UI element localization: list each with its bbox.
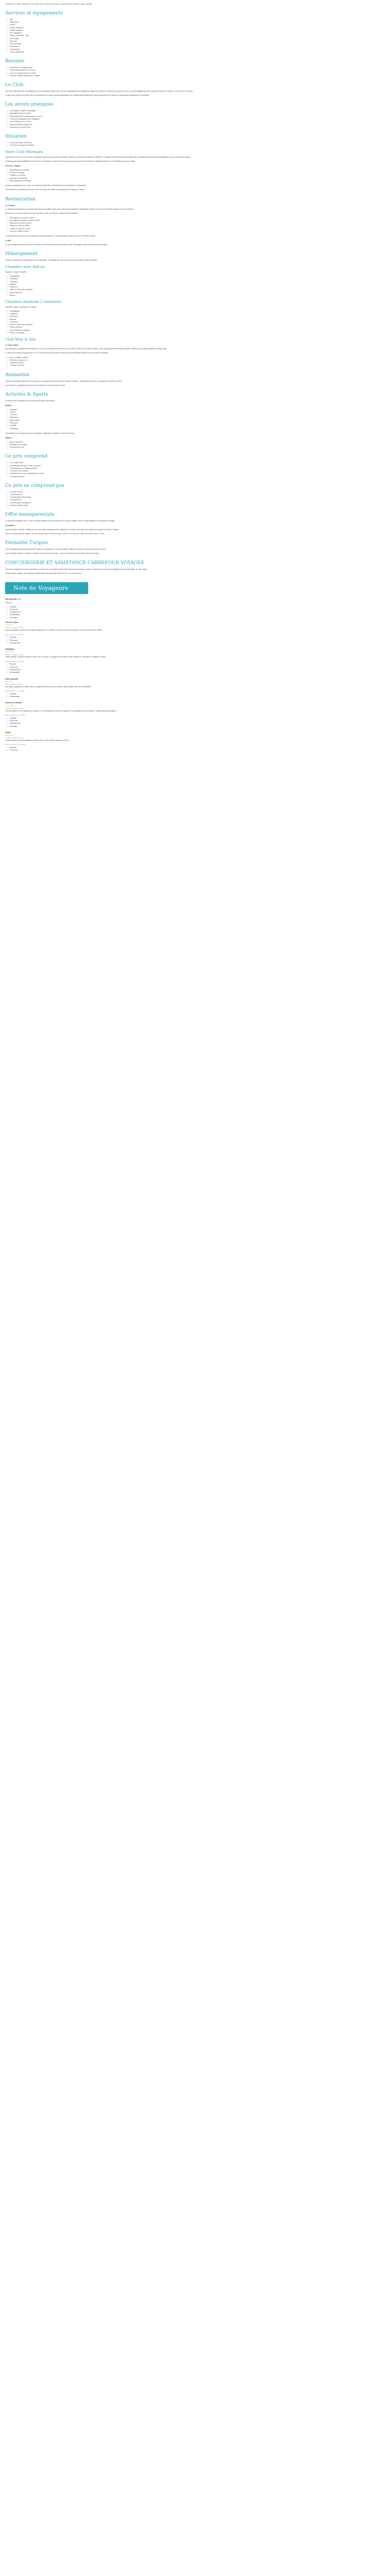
list-item: ✓ Restaurant [6, 21, 386, 24]
list-item: ✓ Climatisation [6, 310, 386, 313]
review-item [5, 732, 386, 752]
list-item: ✓ Navette vers le centre-ville [6, 126, 386, 129]
review-title: Magnifique [5, 648, 14, 651]
list-item: ✓ Vue sur le lagon depuis les suites [6, 72, 386, 75]
kids-para-1: Nos animateurs accueillent les enfants de 4 à 12 ans, du dimanche au vendredi, de 10h00 à 12h00 et de 15h00 à 18h00, avec un programme d'activités ludiques, créatives et sportives adaptées à chaque âge. [5, 348, 167, 350]
list-item: ✓ Restauration [6, 696, 386, 698]
room-features-1 [5, 275, 386, 297]
list-item: ✓ Club ado [6, 40, 386, 43]
list-item: ✓ Télévision [6, 315, 386, 318]
review-meta: Famille · Voyageur vérifié [5, 626, 23, 629]
list-item: ✓ Wifi [6, 19, 386, 21]
club-para-1: Votre Club Marmara Vam vit idéalement en environnement calme avec une vue imprenable sur la magnifique plage et la commune tunisienne de Sousse, dans un cadre privilégié pour des vacances réussies en famille, entre amis ou en couple. [5, 90, 193, 92]
review-text: Excellent séjour, tout était parfait du début à la fin. Merci à toute l'équipe de l'hôtel. [5, 739, 69, 742]
list-item: ✓ Piscine chauffée [6, 29, 386, 32]
notes-banner: Note de Voyageurs [5, 582, 88, 594]
list-item: ✓ Les pourboires [6, 499, 386, 501]
noncompris-list [5, 491, 386, 507]
list-item: ✓ Piscine extérieure [6, 27, 386, 29]
conciergerie-para-2: Pendant votre voyage, une assistance téléphonique est disponible 24h/24 et 7j/7 en cas de besoin. [5, 572, 82, 574]
marmara-para-4: Les chambres sont nettoyées tous les jours et le linge de toilette est changé selon les règles de l'hôtel. [5, 189, 85, 191]
review-criteria-list [5, 663, 386, 674]
list-item: ✓ Football [6, 425, 386, 427]
list-item: ✓ Blanchisserie et pressing [6, 169, 386, 172]
list-item: ✓ Une plage de sable fin aménagée [6, 110, 386, 112]
review-title: Vacances en famille [5, 702, 22, 704]
review-item [5, 648, 386, 674]
list-item: ✓ Service de spa [6, 43, 386, 45]
restauration-para-3: La formule tout compris inclut les boissons locales alcoolisées et non alcoolisées servies au verre de 10h00 à 23h00. [5, 235, 96, 238]
list-item: ✓ Propreté [6, 606, 386, 608]
list-item: ✓ Emplacement [6, 669, 386, 671]
list-item: ✓ L'assistance de notre représentant sur place [6, 472, 386, 475]
list-item: ✓ Stretching [6, 428, 386, 430]
section-title-services: Services et équipements [5, 10, 63, 16]
review-meta: Amis · Voyageur vérifié [5, 683, 22, 686]
restauration-para-4: Le bar principal est ouvert de 10h00 à 00h00, avec terrasse donnant sur la piscine. Bar de la plage ouvert en journée selon la saison. [5, 244, 108, 246]
list-item: ✓ Téléphone [6, 278, 386, 280]
notes-score-row [5, 598, 386, 601]
annulation-para-2: Plus de 30 jours avant le départ : 10% du montant total. De 30 à 21 jours : 25%. De 20 à 8 jours : 50%. Moins de 8 jours : 100%. [5, 533, 105, 535]
review-rating: ★★★★★ [5, 651, 14, 653]
list-item: ✓ Propreté [6, 663, 386, 666]
list-item: ✓ Excursions en mer [6, 446, 386, 449]
section-title-situation: Situation [5, 134, 27, 140]
review-date: Date du séjour : mars 2024 [5, 690, 25, 692]
list-item: ✓ La formule tout compris [6, 470, 386, 472]
list-item: ✓ Pension complète disponible en option [6, 75, 386, 77]
list-item: ✓ Conciergerie [6, 48, 386, 51]
review-date: Date du séjour : janvier 2024 [5, 743, 26, 746]
list-item: ✓ Baby-sitting (sur demande) [6, 180, 386, 182]
list-item: ✓ Salle de bains avec baignoire [6, 324, 386, 326]
list-item: ✓ Équitation sur la plage [6, 444, 386, 446]
review-text: Bon rapport qualité-prix. Repas variés, quelques attentes au bar en soirée, mais l'équipe reste très accueillante. [5, 685, 92, 688]
list-item: ✓ Personnel [6, 639, 386, 642]
list-item: ✓ Propreté [6, 717, 386, 720]
notes-score-value: 4,6/5 [17, 598, 21, 601]
page [0, 0, 391, 766]
section-title-pluses: Les atouts pratiques [5, 102, 54, 108]
activites-paid-list [5, 441, 386, 449]
list-item: ✓ Les excursions facultatives [6, 502, 386, 504]
list-item: ✓ Propreté [6, 747, 386, 749]
list-item: ✓ Télévision [6, 281, 386, 283]
list-item: ✓ Club enfants de 4 à 12 ans [6, 121, 386, 123]
situation-list [5, 142, 386, 147]
reviews-list [5, 621, 386, 752]
list-item: ✓ Wifi gratuit dans tout l'hôtel [6, 112, 386, 115]
review-title: Très bon séjour [5, 621, 19, 623]
review-item [5, 621, 386, 645]
review-criteria-list [5, 693, 386, 699]
list-item: ✓ Beach-volley [6, 419, 386, 422]
list-item: ✓ Goûter de 16h00 à 17h00 [6, 228, 386, 230]
list-item: ✓ Deux chambres séparées [6, 329, 386, 332]
list-item: ✓ Mini-disco chaque soir [6, 359, 386, 362]
list-item: ✓ Piscine [6, 24, 386, 26]
activites-free-list [5, 409, 386, 430]
list-item: ✓ Les transferts aéroport / hôtel / aéroport [6, 465, 386, 467]
list-item: ✓ Personnel [6, 666, 386, 669]
list-item: ✓ Fitness [6, 411, 386, 414]
list-item: ✓ Sèche-cheveux [6, 292, 386, 294]
marmara-para-2: L'hôtel propose des installations modernes et une ambiance animée tout au long de la journée, avec de nombreuses activités sportives et de détente pour tous les âges. [5, 160, 136, 163]
list-item: ✓ La taxe de séjour locale [6, 504, 386, 507]
list-item: ✓ Pétanque [6, 416, 386, 419]
list-item: ✓ Aquagym [6, 409, 386, 411]
section-title-noncompris: Ce prix ne comprend pas [5, 483, 64, 488]
list-item: ✓ Balcon ou terrasse [6, 332, 386, 334]
marmara-services-list [5, 169, 386, 182]
list-item: ✓ Club enfant gratuit de 4 à 12 ans [6, 69, 386, 72]
list-item: ✓ Restauration [6, 671, 386, 674]
list-item: ✓ Ping-pong [6, 422, 386, 425]
list-item: ✓ Balcon [6, 294, 386, 297]
list-item: ✓ Téléphone [6, 313, 386, 315]
list-item: ✓ Mini-bar [6, 318, 386, 321]
section-title-hebergement: Hébergement [5, 251, 38, 257]
notes-criteria-list [5, 606, 386, 619]
section-title-club: Le Club [5, 82, 24, 88]
list-item: ✓ Petit déjeuner de 7h00 à 10h00 [6, 217, 386, 219]
review-meta: Couple · Voyageur vérifié [5, 737, 23, 739]
list-item: ✓ Emplacement [6, 642, 386, 645]
restauration-bar-subtitle: Le Bar [5, 240, 11, 242]
marmara-para-1: Votre club est situé en bord de mer, à quelques minutes de la médina de Sousse, classée au patrimoine mondial de l'UNESCO. Il dispose de 320 chambres réparties dans un bâtiment principal et des bungalows, au cœur d'un jardin tropical. [5, 156, 191, 158]
notes-score-label: Note générale [5, 598, 17, 601]
list-item: ✓ Propreté [6, 693, 386, 696]
review-text: Très bel hôtel pour une famille avec enfants. Le club enfants est très bien organisé et les activités sont nombreuses. Plage et piscines parfaites. [5, 709, 117, 712]
list-item: ✓ Propreté [6, 636, 386, 639]
list-item: ✓ Restauration [6, 614, 386, 616]
restauration-hours-list [5, 217, 386, 233]
annulation-para-1: Toute annulation doit être notifiée par écrit. Des frais d'annulation sont appliqués en fonction de la date d'annulation par rapport à la date de départ. [5, 528, 119, 531]
hebergement-para: Toutes les chambres sont équipées de la climatisation, d'un téléphone, d'un coffre-fort et d'une salle de bains complète. [5, 259, 97, 262]
section-title-formalite: Formalité Turquie [5, 540, 48, 546]
list-item: ✓ Club enfant [6, 38, 386, 40]
review-rating: ★★★★★ [5, 704, 14, 707]
section-title-offre: Offre monoparentale [5, 512, 55, 518]
section-title-resume: Résumé [5, 59, 24, 64]
list-item: ✓ Tir à l'arc [6, 414, 386, 416]
section-title-compris: Ce prix comprend [5, 454, 47, 460]
list-item: ✓ L'hébergement en chambre double [6, 467, 386, 470]
kids-list [5, 357, 386, 367]
list-item: ✓ Snack de 12h00 à 16h00 [6, 225, 386, 227]
list-item: ✓ Mini-bar [6, 283, 386, 286]
review-meta: Couple · Voyageur vérifié [5, 653, 23, 656]
review-meta: Famille · Voyageur vérifié [5, 707, 23, 709]
pluses-list [5, 110, 386, 129]
list-item: ✓ Animation [6, 725, 386, 728]
formalite-para-2: Les formalités de santé et autres conditions d'entrée peuvent évoluer : nous vous invitons à les vérifier avant votre départ. [5, 552, 100, 555]
list-item: ✓ Coffre-fort [6, 286, 386, 289]
list-item: ✓ Sauna - Hammam - Spa [6, 35, 386, 37]
section-title-annulation: Annulation [5, 524, 15, 527]
resume-list [5, 66, 386, 77]
review-title: Séjour agréable [5, 677, 19, 680]
list-item: ✓ Salle de bains avec baignoire [6, 289, 386, 291]
activites-free-label: Gratuit : [5, 404, 12, 407]
list-item: ✓ Les assurances [6, 494, 386, 496]
animation-para-1: L'équipe d'animation Marmara vous propose un programme varié en journée comme en soirée : activités sportives, jeux, spectacles et soirées à thème. [5, 380, 123, 382]
list-item: ✓ Boutique de souvenirs [6, 177, 386, 180]
conciergerie-para-1: Carrefour Voyages met à votre disposition un service de conciergerie avant votre départ pour répondre à toutes vos questions et vous accompagner dans la préparation de votre séjour. [5, 568, 148, 570]
list-item: ✓ Emplacement [6, 611, 386, 614]
list-item: ✓ Les frais de visa [6, 491, 386, 494]
list-item: ✓ Animation [6, 617, 386, 619]
restauration-para-1: Le restaurant principal vous accueille sous forme de buffets variés avec cuisine internationale et spécialités locales, et des soirées à thème plusieurs fois par semaine. [5, 208, 134, 211]
list-item: ✓ Petit déjeuner tardif de 10h00 à 10h30 [6, 219, 386, 222]
marmara-services-label: Services - payant : [5, 165, 22, 167]
room-features-2 [5, 310, 386, 334]
section-title-activites: Activités & Sports [5, 392, 48, 398]
list-item: ✓ Accès handicapés [6, 51, 386, 54]
room-title-1: Chambre avec balcon [5, 265, 45, 269]
list-item: ✓ Sports nautiques [6, 441, 386, 444]
list-item: ✓ Accès direct à la plage privée [6, 66, 386, 69]
list-item: ✓ Dîner de 19h00 à 21h30 [6, 230, 386, 233]
kids-para-2: Le club ado accueille les jeunes de 13 à 17 ans pendant les vacances scolaires avec des activités sportives et des sorties encadrées. [5, 352, 109, 354]
restauration-subtitle: Le Frédéric [5, 204, 15, 207]
section-title-marmara: Votre Club Marmara [5, 150, 43, 155]
room-title-2: Chambre familiale 2 chambres [5, 300, 62, 304]
review-date: Date du séjour : mai 2024 [5, 633, 24, 636]
room-desc-2: Capacité : jusqu'à 4 adultes et 2 enfants [5, 306, 37, 308]
formalite-para-1: Les ressortissants français doivent être munis d'un passeport en cours de validité, valable au moins 6 mois après la date de retour. [5, 548, 107, 551]
section-title-conciergerie: CONCIERGERIE ET ASSISTANCE CARREFOUR VOYAGES [5, 560, 144, 566]
review-criteria-list [5, 717, 386, 728]
notes-count: 132 avis [5, 602, 12, 604]
club-para-2: Le club vous propose une large offre de restauration, un grand espace aquatique et de nombreuses activités pour petits et grands, le tout dans une atmosphère chaleureuse et conviviale. [5, 94, 150, 97]
list-item: ✓ Sèche-cheveux [6, 326, 386, 329]
list-item: ✓ Service de change [6, 172, 386, 174]
animation-para-2: Les soirées se prolongent au bar avec une ambiance musicale jusqu'à minuit. [5, 384, 66, 386]
list-item: ✓ À 5 km du centre de Sousse [6, 142, 386, 144]
review-title: Parfait [5, 731, 11, 734]
review-item [5, 702, 386, 727]
list-item: ✓ Plage privée [6, 45, 386, 48]
room-desc-1: Capacité : jusqu'à 3 adultes [5, 270, 27, 273]
compris-list [5, 462, 386, 478]
list-item: ✓ Coffre-fort [6, 321, 386, 324]
activites-paid-label: Payant : [5, 437, 12, 439]
list-item: ✓ Emplacement [6, 722, 386, 725]
list-item: ✓ Climatisation [6, 275, 386, 278]
review-criteria-list [5, 747, 386, 752]
section-title-restauration: Restauration [5, 196, 36, 202]
list-item: ✓ Déjeuner de 12h30 à 14h30 [6, 222, 386, 225]
review-text: Cadre superbe, chambre spacieuse avec vue sur la mer. La plage est très belle et bien entretenue. Animation de qualité en soirée. [5, 656, 106, 658]
list-item: ✓ Soirées animées chaque soir [6, 124, 386, 126]
review-date: Date du séjour : avril 2024 [5, 660, 24, 663]
marmara-para-3: Animaux domestiques non admis. Les cartes de crédit Visa et MasterCard sont acceptées à la réception. [5, 184, 87, 187]
list-item: ✓ Restaurant buffet et restaurants à la carte [6, 115, 386, 118]
activites-intro: Un large choix d'activités vous est proposé pendant votre séjour. [5, 399, 55, 402]
list-item: ✓ Activités sportives [6, 362, 386, 364]
activites-para: Les activités sont encadrées par nos animateurs diplômés et adaptées à tous les niveaux. [5, 432, 75, 434]
kids-subtitle: Le Club enfant [5, 344, 18, 346]
list-item: ✓ Le vol aller-retour [6, 462, 386, 464]
review-item [5, 678, 386, 699]
list-item: ✓ Parc aquatique [6, 32, 386, 35]
offre-para: Un adulte accompagné d'un ou deux enfants bénéficie d'une réduction sur le prix des enfants, selon les disponibilités et la période de voyage. [5, 520, 115, 522]
intro-text: Constructeur 5 étoiles composé de 1 à 4 suites avec terrasse privée dans un environnement hôtelier de grand standing. [5, 3, 92, 5]
section-title-kids: Club Mini & Ado [5, 337, 36, 342]
list-item: ✓ Location de voitures [6, 174, 386, 177]
list-item: ✓ Les dépenses personnelles [6, 496, 386, 499]
section-title-animation: Animation [5, 372, 29, 378]
list-item: ✓ Les taxes aéroport [6, 476, 386, 478]
list-item: ✓ Jeux et ateliers créatifs [6, 357, 386, 359]
list-item: ✓ Personnel [6, 749, 386, 752]
list-item: ✓ À 20 km de l'aéroport d'Enfidha [6, 144, 386, 147]
list-item: ✓ Personnel [6, 608, 386, 611]
list-item: ✓ Personnel [6, 720, 386, 722]
review-rating: ★★★★★ [5, 734, 14, 737]
review-date: Date du séjour : février 2024 [5, 714, 26, 716]
review-rating: ★★★★☆ [5, 680, 14, 683]
review-rating: ★★★★★ [5, 624, 14, 626]
list-item: ✓ Tournois et sorties [6, 364, 386, 367]
restauration-para-2: Restaurant à la carte ouvert le soir sur réservation, avec une cuisine méditerranéenne raffinée. [5, 212, 79, 215]
review-text: Club très agréable, personnel souriant et disponible. Les enfants ont adoré le club et la piscine. Nous reviendrons avec plaisir. [5, 629, 103, 632]
services-list [5, 19, 386, 54]
list-item: ✓ Grand parc aquatique avec toboggans [6, 118, 386, 121]
